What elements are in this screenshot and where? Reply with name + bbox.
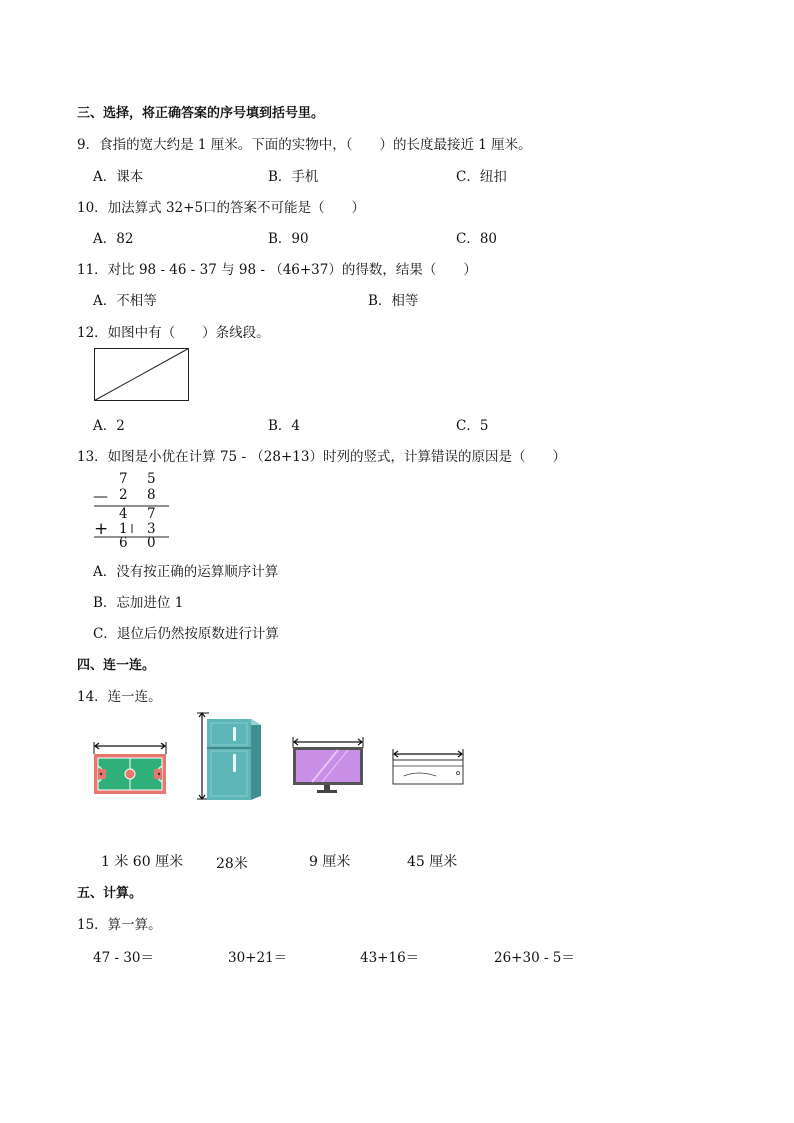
q12-option-c[interactable]: C．5 xyxy=(456,418,489,434)
section-5-title: 五、计算。 xyxy=(77,886,143,901)
calc-item-1: 47 - 30＝ xyxy=(93,950,155,966)
q9-option-c[interactable]: C．纽扣 xyxy=(456,169,507,185)
calc-item-2: 30+21＝ xyxy=(228,950,288,966)
question-11-stem: 11．对比 98 - 46 - 37 与 98 - （46+37）的得数，结果（ ） xyxy=(77,262,477,278)
digit: 7 xyxy=(147,506,156,522)
length-label-2[interactable]: 28米 xyxy=(216,856,248,872)
q9-option-a[interactable]: A．课本 xyxy=(93,169,144,185)
television-icon xyxy=(292,736,366,796)
digit: 1 xyxy=(119,521,128,537)
calc-line-2 xyxy=(94,536,170,538)
question-10-stem: 10．加法算式 32+5口的答案不可能是（ ） xyxy=(77,200,366,216)
q10-option-a[interactable]: A．82 xyxy=(93,231,134,247)
basketball-court-icon xyxy=(93,740,169,796)
question-15-stem: 15．算一算。 xyxy=(77,917,162,933)
q13-option-b[interactable]: B．忘加进位 1 xyxy=(93,595,184,611)
q9-option-b[interactable]: B．手机 xyxy=(268,169,319,185)
section-3-title: 三、选择，将正确答案的序号填到括号里。 xyxy=(77,106,325,121)
digit: 4 xyxy=(119,506,128,522)
pencil-box-icon xyxy=(392,748,466,788)
length-label-4[interactable]: 45 厘米 xyxy=(407,854,458,870)
q13-option-a[interactable]: A．没有按正确的运算顺序计算 xyxy=(93,564,279,580)
digit: 2 xyxy=(119,487,128,503)
q11-option-b[interactable]: B．相等 xyxy=(368,293,419,309)
q11-option-a[interactable]: A．不相等 xyxy=(93,293,157,309)
section-4-title: 四、连一连。 xyxy=(77,658,156,673)
q10-option-c[interactable]: C．80 xyxy=(456,231,498,247)
length-label-3[interactable]: 9 厘米 xyxy=(309,854,351,870)
q13-option-c[interactable]: C．退位后仍然按原数进行计算 xyxy=(93,626,279,642)
length-label-1[interactable]: 1 米 60 厘米 xyxy=(101,854,184,870)
plus-sign: + xyxy=(94,519,109,539)
calc-line-1 xyxy=(94,505,170,507)
digit: 3 xyxy=(147,521,156,537)
digit: 5 xyxy=(147,471,156,487)
digit: 8 xyxy=(147,487,156,503)
q12-option-a[interactable]: A．2 xyxy=(93,418,125,434)
question-12-stem: 12．如图中有（ ）条线段。 xyxy=(77,325,270,341)
calc-item-4: 26+30 - 5＝ xyxy=(494,950,575,966)
digit: 7 xyxy=(119,471,128,487)
question-9-stem: 9．食指的宽大约是 1 厘米。下面的实物中，（ ）的长度最接近 1 厘米。 xyxy=(77,137,532,153)
question-13-stem: 13．如图是小优在计算 75 - （28+13）时列的竖式，计算错误的原因是（ ） xyxy=(77,449,566,465)
carry-mark xyxy=(131,524,133,534)
question-14-stem: 14．连一连。 xyxy=(77,689,162,705)
refrigerator-icon xyxy=(195,712,267,802)
minus-sign: — xyxy=(93,487,108,505)
q10-option-b[interactable]: B．90 xyxy=(268,231,309,247)
q12-option-b[interactable]: B．4 xyxy=(268,418,301,434)
digit: 0 xyxy=(147,535,156,551)
digit: 6 xyxy=(119,535,128,551)
rectangle-with-diagonal-figure xyxy=(94,348,190,402)
calc-item-3: 43+16＝ xyxy=(360,950,420,966)
